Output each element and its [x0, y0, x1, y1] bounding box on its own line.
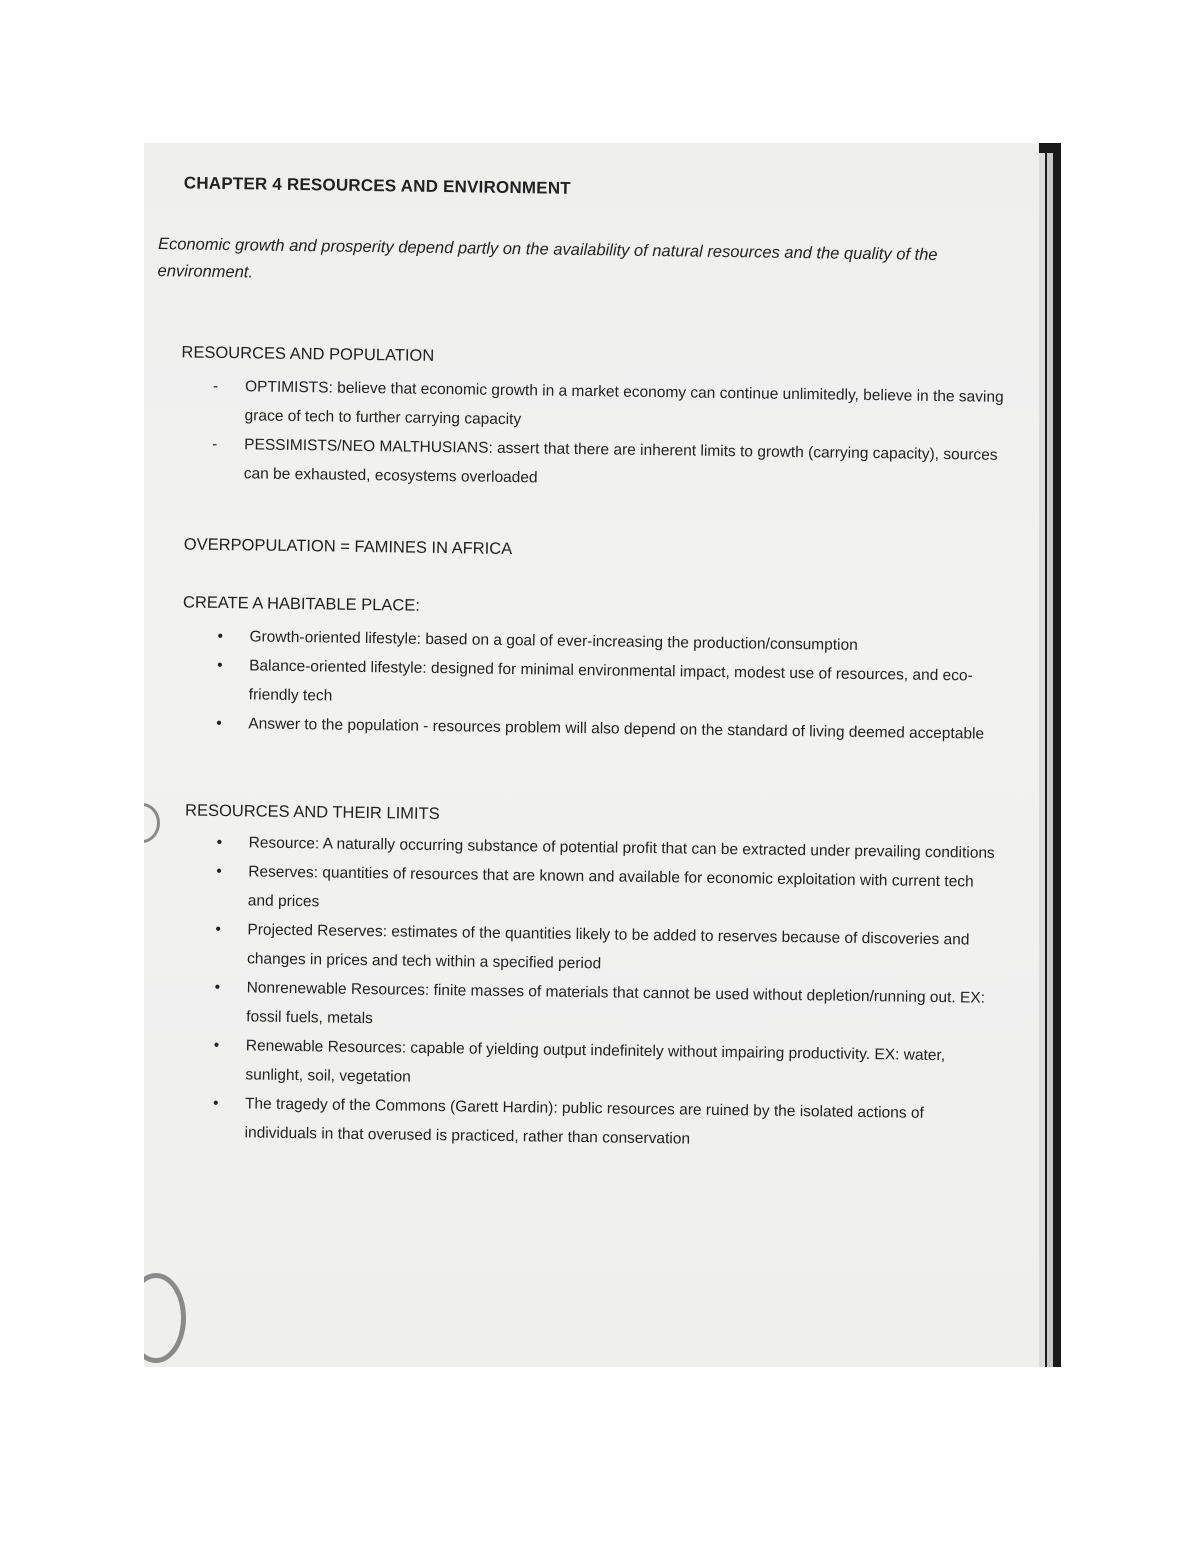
- list-item: • Answer to the population - resources problem will also depend on the standard of living deemed acceptable: [216, 709, 996, 749]
- page-edge: [1047, 153, 1053, 1367]
- bullet-marker: •: [213, 1036, 220, 1054]
- section-heading: RESOURCES AND POPULATION: [181, 343, 435, 365]
- section-list: [216, 622, 998, 749]
- list-item: • Balance-oriented lifestyle: designed for minimal environmental impact, modest use of resources, and eco-friendly tech: [217, 651, 998, 720]
- binder-hole-icon: [144, 803, 160, 843]
- section-list: [212, 372, 1014, 499]
- list-item: - PESSIMISTS/NEO MALTHUSIANS: assert that there are inherent limits to growth (carrying capacity), sources can be exhausted, ecosystems overloaded: [212, 430, 1013, 499]
- list-item: • Nonrenewable Resources: finite masses of materials that cannot be used without depletion/running out. EX: fossil fuels, metals: [214, 973, 995, 1042]
- dash-marker: -: [212, 435, 218, 453]
- binder-ring-icon: [144, 1273, 186, 1363]
- list-item: • Reserves: quantities of resources that are known and available for economic exploitation with current tech and prices: [216, 857, 997, 926]
- bullet-marker: •: [216, 862, 222, 881]
- list-item: • Resource: A naturally occurring substance of potential profit that can be extracted under prevailing conditions: [216, 828, 996, 868]
- bullet-marker: •: [217, 627, 224, 646]
- list-item: • The tragedy of the Commons (Garett Hardin): public resources are ruined by the isolated actions of individuals in that overused is practiced, rather than conservation: [212, 1089, 993, 1158]
- section-heading: CREATE A HABITABLE PLACE:: [182, 593, 420, 615]
- bullet-marker: •: [216, 833, 223, 852]
- page-edge: [1039, 153, 1045, 1367]
- bullet-marker: •: [216, 714, 222, 732]
- list-item: • Projected Reserves: estimates of the quantities likely to be added to reserves because of discoveries and changes in prices and tech within a specified period: [215, 915, 996, 984]
- page-title: CHAPTER 4 RESOURCES AND ENVIRONMENT: [183, 173, 571, 198]
- bullet-marker: •: [212, 1094, 219, 1112]
- bullet-marker: •: [215, 920, 222, 939]
- intro-text: Economic growth and prosperity depend partly on the availability of natural resources and the quality of the environment.: [157, 235, 938, 282]
- bullet-marker: •: [214, 978, 221, 997]
- list-item: • Growth-oriented lifestyle: based on a goal of ever-increasing the production/consumption: [217, 622, 997, 662]
- list-item: - OPTIMISTS: believe that economic growth in a market economy can continue unlimitedly, believe in the saving grace of tech to further carrying capacity: [212, 372, 1013, 441]
- section-heading: OVERPOPULATION = FAMINES IN AFRICA: [183, 535, 513, 559]
- paper-sheet: [144, 143, 1039, 1367]
- page-content: [154, 173, 1024, 1148]
- list-item: • Renewable Resources: capable of yielding output indefinitely without impairing productivity. EX: water, sunlight, soil, vegetation: [213, 1031, 994, 1100]
- bullet-marker: •: [217, 656, 223, 675]
- section-list: [212, 828, 996, 1158]
- section-heading: RESOURCES AND THEIR LIMITS: [184, 801, 440, 824]
- dash-marker: -: [212, 377, 219, 395]
- photo-of-page: [144, 143, 1061, 1367]
